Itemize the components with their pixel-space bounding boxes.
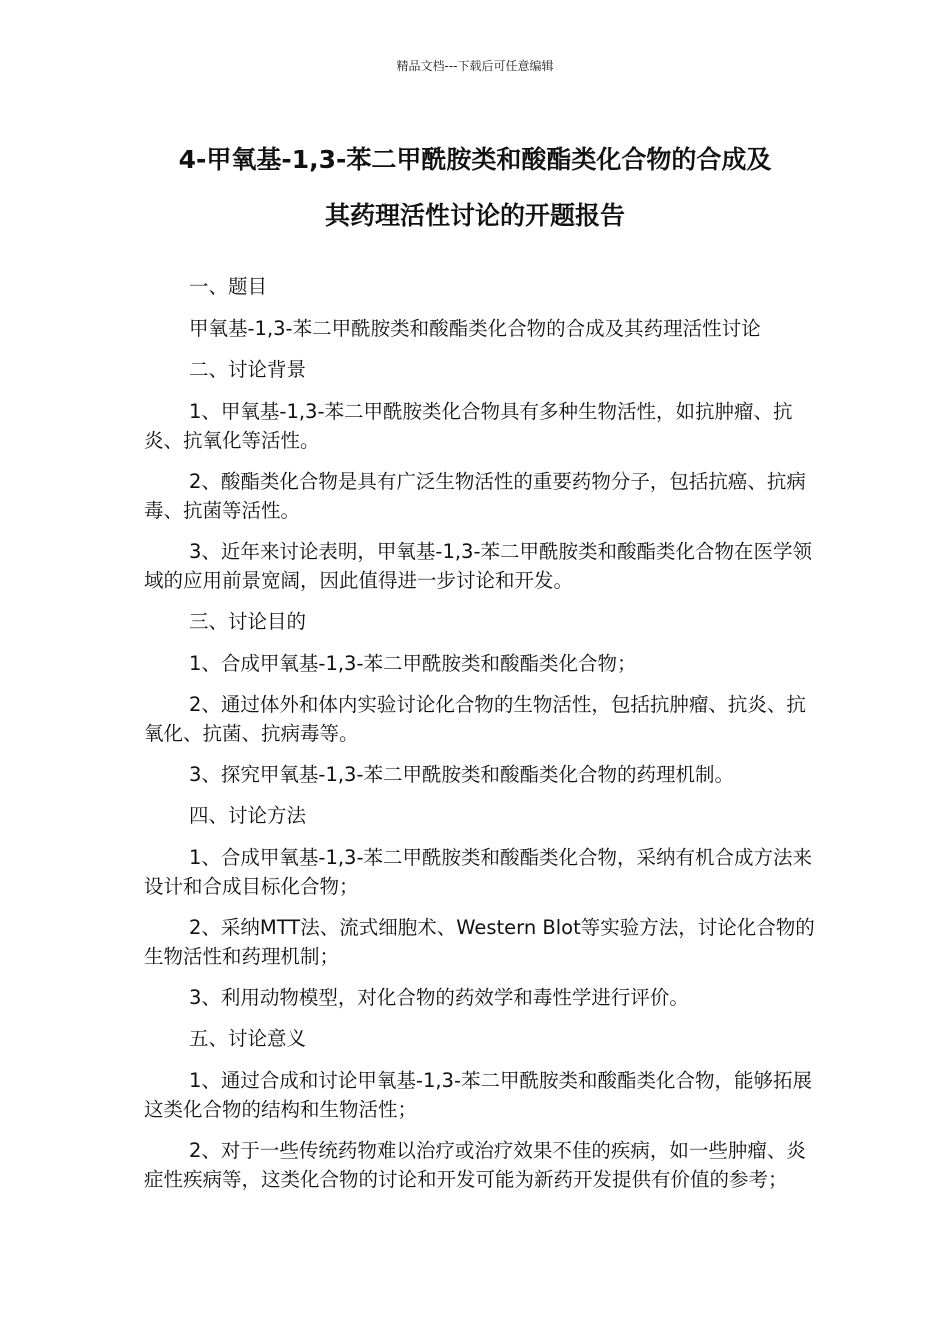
paragraph: 3、探究甲氧基-1,3-苯二甲酰胺类和酸酯类化合物的药理机制。 xyxy=(189,763,734,786)
page-header: 精品文档---下载后可任意编辑 xyxy=(396,59,554,73)
paragraph: 1、通过合成和讨论甲氧基-1,3-苯二甲酰胺类和酸酯类化合物，能够拓展这类化合物的结构和生物活性； xyxy=(144,1069,812,1121)
document-body xyxy=(144,272,816,1206)
section-heading: 四、讨论方法 xyxy=(189,804,307,827)
paragraph: 2、对于一些传统药物难以治疗或治疗效果不佳的疾病，如一些肿瘤、炎症性疾病等，这类化合物的讨论和开发可能为新药开发提供有价值的参考； xyxy=(144,1139,806,1191)
paragraph: 1、合成甲氧基-1,3-苯二甲酰胺类和酸酯类化合物，采纳有机合成方法来设计和合成目标化合物； xyxy=(144,846,812,898)
paragraph: 3、利用动物模型，对化合物的药效学和毒性学进行评价。 xyxy=(189,986,689,1009)
paragraph: 1、合成甲氧基-1,3-苯二甲酰胺类和酸酯类化合物； xyxy=(189,652,637,675)
paragraph: 1、甲氧基-1,3-苯二甲酰胺类化合物具有多种生物活性，如抗肿瘤、抗炎、抗氧化等活性。 xyxy=(144,400,793,452)
section-heading: 二、讨论背景 xyxy=(189,358,307,381)
paragraph: 3、近年来讨论表明，甲氧基-1,3-苯二甲酰胺类和酸酯类化合物在医学领域的应用前景宽阔，因此值得进一步讨论和开发。 xyxy=(144,540,812,592)
title-line-1: 4-甲氧基-1,3-苯二甲酰胺类和酸酯类化合物的合成及 xyxy=(178,145,772,174)
title-line-2: 其药理活性讨论的开题报告 xyxy=(324,201,625,230)
paragraph: 2、酸酯类化合物是具有广泛生物活性的重要药物分子，包括抗癌、抗病毒、抗菌等活性。 xyxy=(144,470,806,522)
section-heading: 一、题目 xyxy=(189,275,268,298)
paragraph: 甲氧基-1,3-苯二甲酰胺类和酸酯类化合物的合成及其药理活性讨论 xyxy=(189,317,761,340)
paragraph: 2、采纳MTT法、流式细胞术、Western Blot等实验方法，讨论化合物的生物活性和药理机制； xyxy=(144,916,815,968)
document-title xyxy=(120,132,830,244)
section-heading: 三、讨论目的 xyxy=(189,610,307,633)
paragraph: 2、通过体外和体内实验讨论化合物的生物活性，包括抗肿瘤、抗炎、抗氧化、抗菌、抗病毒等。 xyxy=(144,693,806,745)
section-heading: 五、讨论意义 xyxy=(189,1027,307,1050)
